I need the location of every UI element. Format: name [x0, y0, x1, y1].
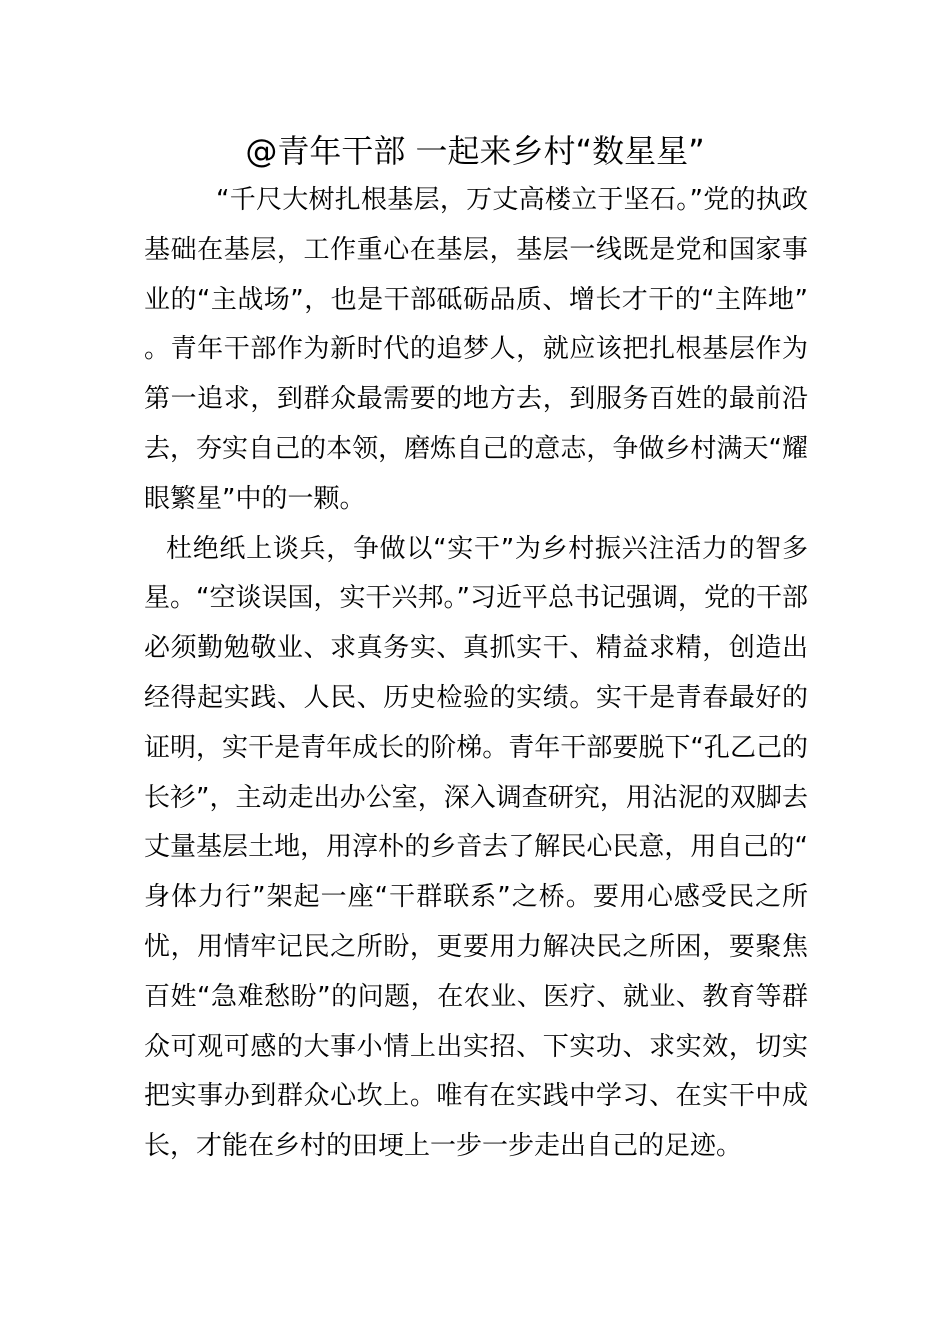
document-title: @青年干部 一起来乡村“数星星” — [245, 132, 705, 170]
paragraph-intro: “千尺大树扎根基层，万丈高楼立于坚石。”党的执政基础在基层，工作重心在基层，基层一线既是党和国家事业的“主战场”，也是干部砥砺品质、增长才干的“主阵地”。青年干部作为新时代的追梦人，就应该把扎根基层作为第一追求，到群众最需要的地方去，到服务百姓的最前沿去，夯实自己的本领，磨炼自己的意志，争做乡村满天“耀眼繁星”中的一颗。 — [144, 185, 808, 514]
document-body — [144, 176, 808, 1172]
paragraph-practical-work: 杜绝纸上谈兵，争做以“实干”为乡村振兴注活力的智多星。“空谈误国，实干兴邦。”习近平总书记强调，党的干部必须勤勉敬业、求真务实、真抓实干、精益求精，创造出经得起实践、人民、历史检验的实绩。实干是青春最好的证明，实干是青年成长的阶梯。青年干部要脱下“孔乙己的长衫”，主动走出办公室，深入调查研究，用沾泥的双脚去丈量基层土地，用淳朴的乡音去了解民心民意，用自己的“身体力行”架起一座“干群联系”之桥。要用心感受民之所忧，用情牢记民之所盼，更要用力解决民之所困，要聚焦百姓“急难愁盼”的问题，在农业、医疗、就业、教育等群众可观可感的大事小情上出实招、下实功、求实效，切实把实事办到群众心坎上。唯有在实践中学习、在实干中成长，才能在乡村的田埂上一步一步走出自己的足迹。 — [144, 533, 808, 1162]
